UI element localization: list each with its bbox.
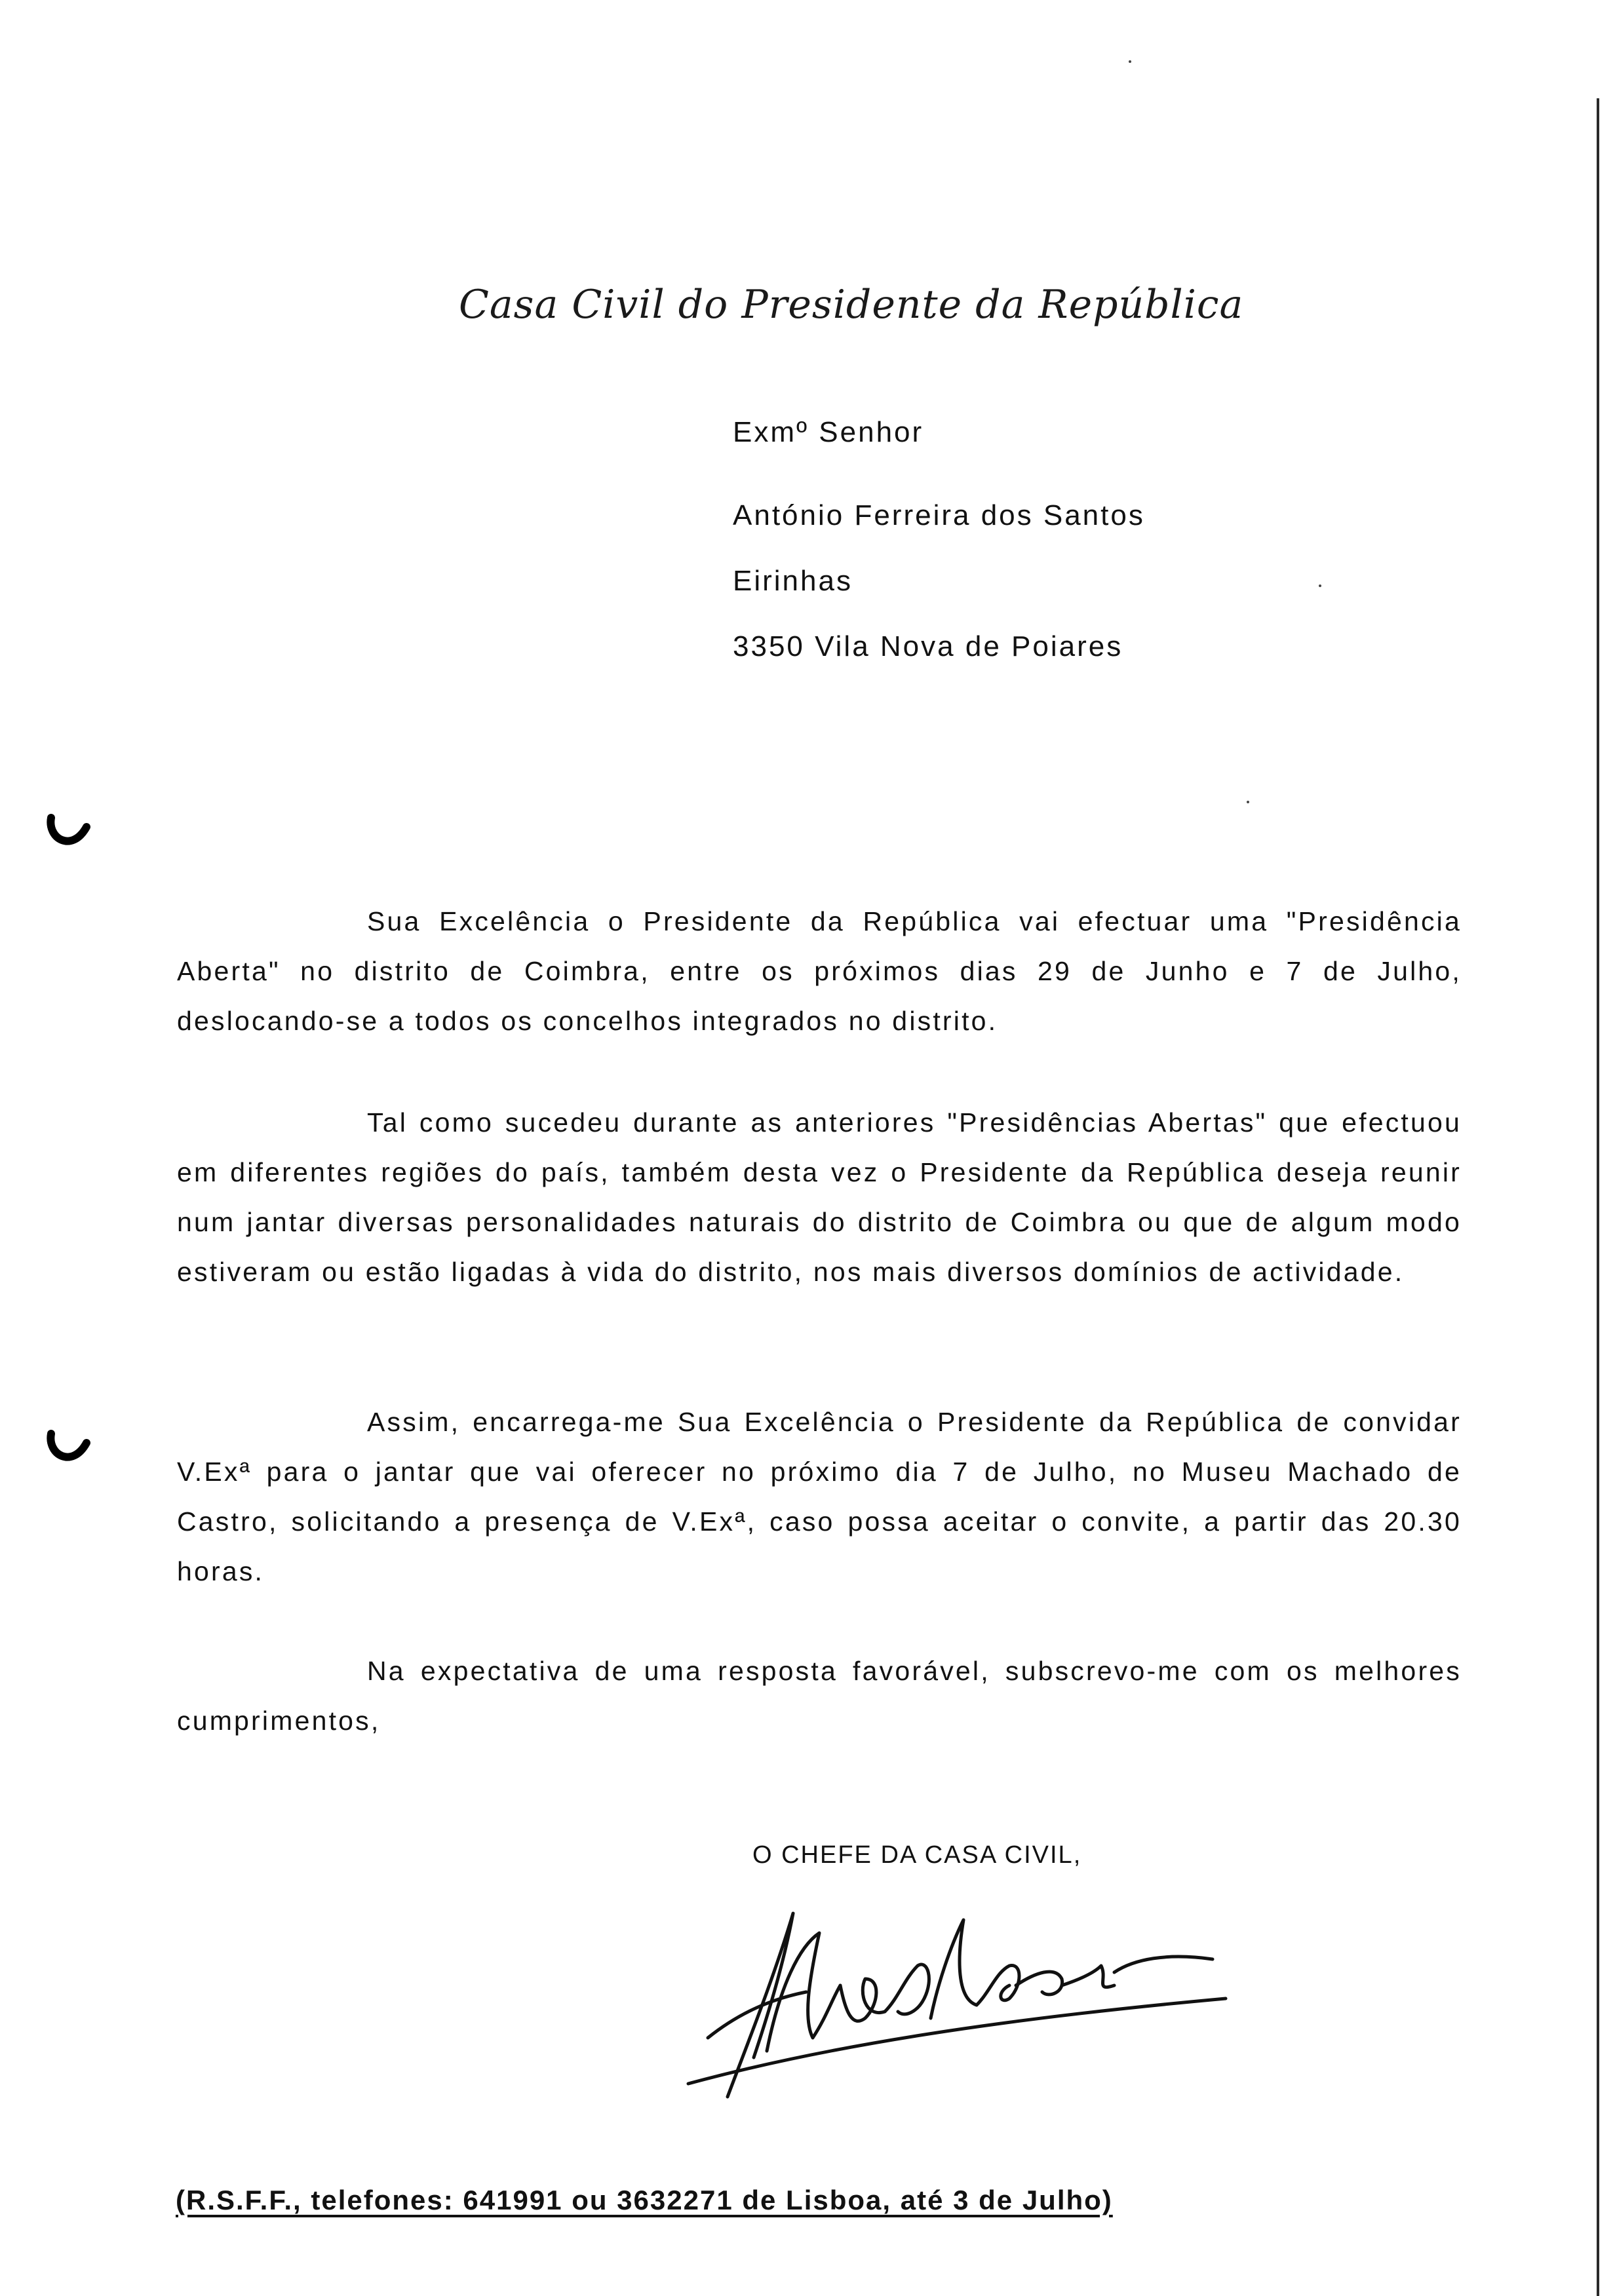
body-paragraph: Sua Excelência o Presidente da República vai efectuar uma "Presidência Aberta" no distrito de Coimbra, entre os próximos dias 29 de Junho e 7 de Julho, deslocando-se a todos os concelhos integrados no distrito. bbox=[177, 906, 1462, 1036]
footer-note: (R.S.F.F., telefones: 641991 ou 3632271 de Lisboa, até 3 de Julho) bbox=[176, 2185, 1113, 2215]
letterhead: Casa Civil do Presidente da República bbox=[459, 282, 1244, 328]
recipient-postal: 3350 Vila Nova de Poiares bbox=[733, 630, 1123, 662]
scan-edge-line bbox=[1597, 98, 1599, 2296]
body-paragraph: Tal como sucedeu durante as anteriores "Presidências Abertas" que efectuou em diferentes regiões do país, também desta vez o Presidente da República deseja reunir num jantar diversas personalidades naturais do distrito de Coimbra ou que de algum modo estiveram ou estão ligadas à vida do distrito, nos mais diversos domínios de actividade. bbox=[177, 1107, 1462, 1287]
scan-speck bbox=[1247, 801, 1249, 803]
hole-punch-mark bbox=[46, 813, 92, 852]
scan-speck bbox=[1319, 584, 1321, 587]
body-paragraph: Assim, encarrega-me Sua Excelência o Presidente da República de convidar V.Exª para o jantar que vai oferecer no próximo dia 7 de Julho, no Museu Machado de Castro, solicitando a presença de V.Exª, caso possa aceitar o convite, a partir das 20.30 horas. bbox=[177, 1407, 1462, 1586]
scan-speck bbox=[1129, 60, 1131, 63]
recipient-name: António Ferreira dos Santos bbox=[733, 499, 1145, 531]
salutation: Exmº Senhor bbox=[733, 416, 924, 448]
recipient-locality: Eirinhas bbox=[733, 565, 853, 597]
recipient-address bbox=[733, 400, 1145, 679]
hole-punch-mark bbox=[46, 1428, 92, 1468]
closing-title: O CHEFE DA CASA CIVIL, bbox=[752, 1841, 1082, 1869]
body-paragraph: Na expectativa de uma resposta favorável, subscrevo-me com os melhores cumprimentos, bbox=[177, 1656, 1462, 1736]
handwritten-signature bbox=[669, 1887, 1232, 2110]
